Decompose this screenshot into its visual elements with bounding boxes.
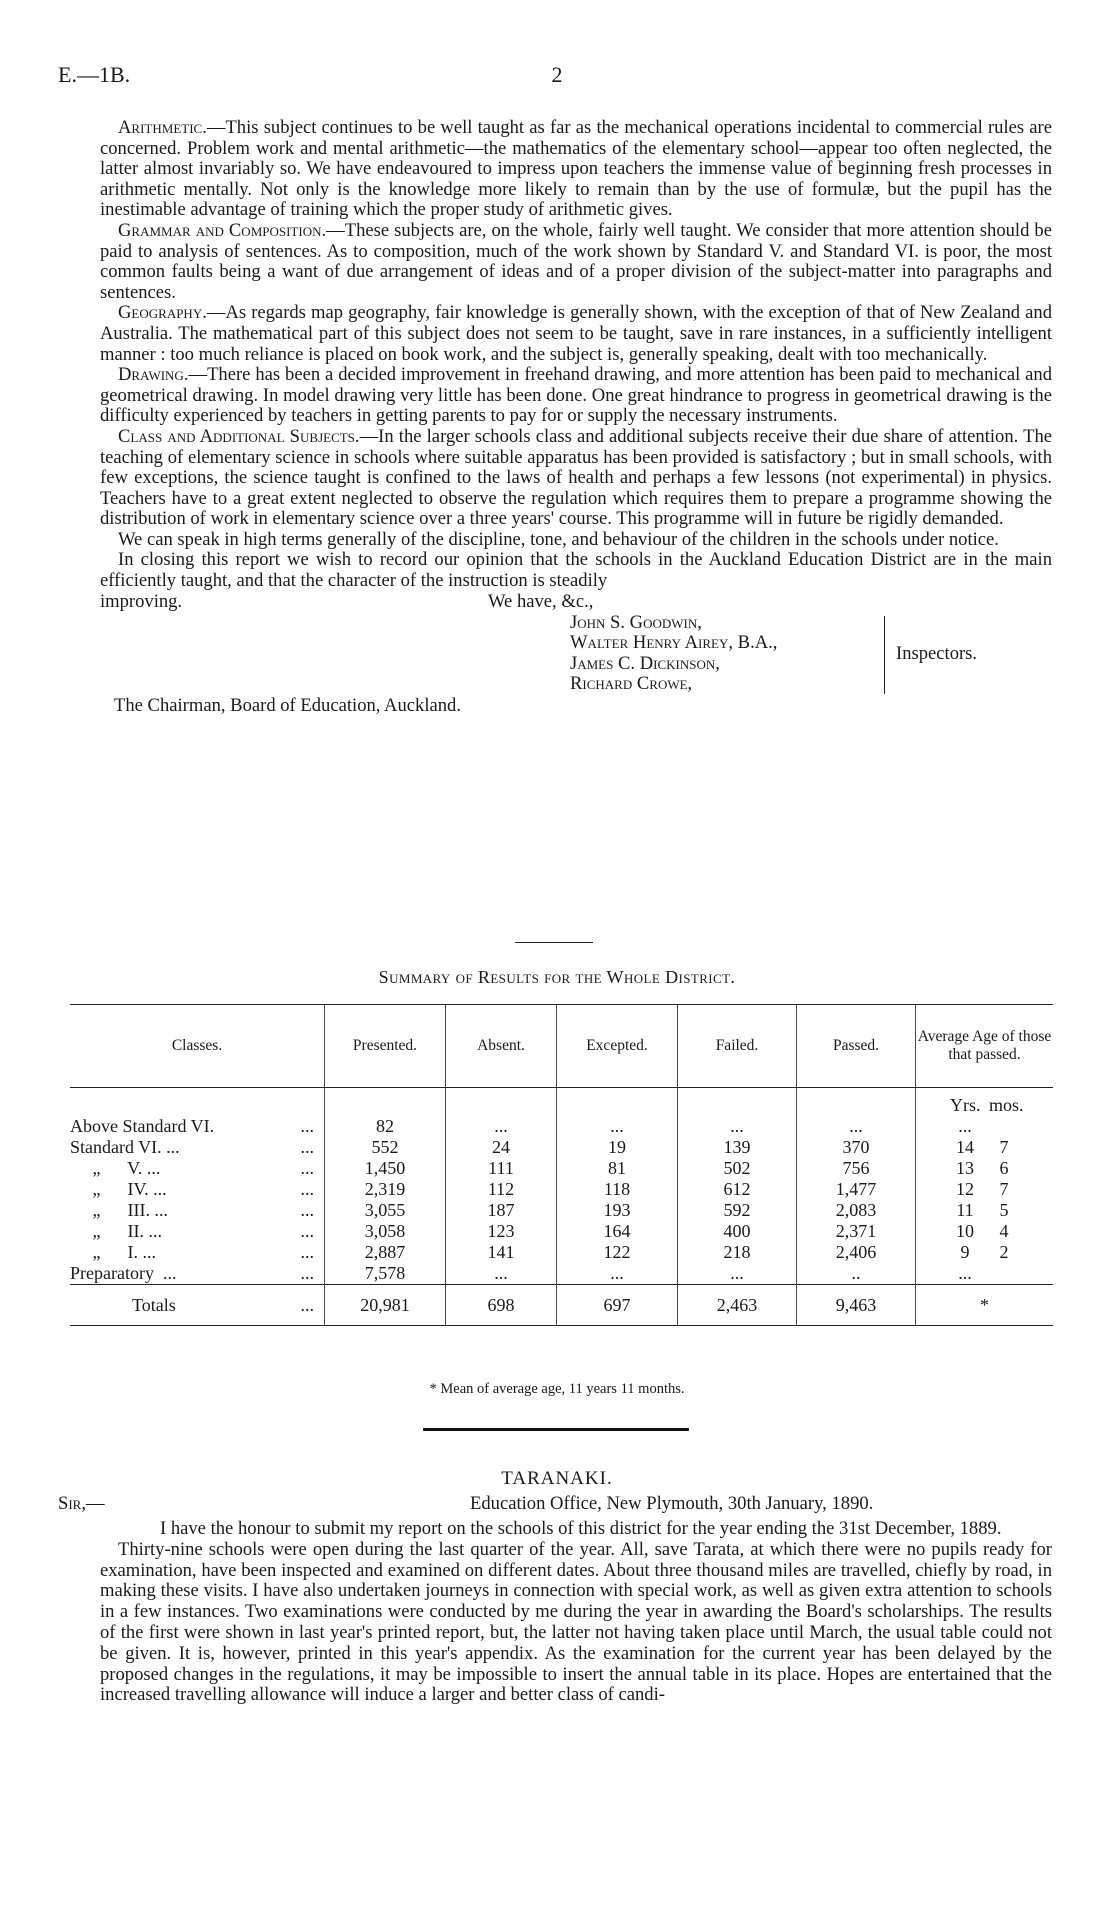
absent-cell: ...: [446, 1263, 557, 1285]
section-title: TARANAKI.: [501, 1468, 613, 1489]
report-body: [100, 118, 1052, 734]
class-label: Standard VI. ...: [70, 1137, 180, 1157]
summary-table: [70, 1004, 1053, 1326]
age-years: 11: [956, 1200, 974, 1220]
leader-dots: ...: [300, 1263, 314, 1283]
presented-cell: 7,578: [325, 1263, 446, 1285]
totals-label: Totals: [132, 1294, 176, 1315]
age-months: 2: [999, 1242, 1009, 1262]
class-label: „ I. ...: [70, 1242, 156, 1262]
failed-cell: 400: [678, 1221, 797, 1242]
class-label: „ IV. ...: [70, 1179, 167, 1199]
signature-block: [100, 592, 1052, 734]
age-months: 4: [999, 1221, 1009, 1241]
page-number: 2: [551, 62, 563, 87]
leader-dots: ...: [300, 1221, 314, 1241]
inspectors-title: Inspectors.: [896, 642, 978, 664]
failed-cell: 218: [678, 1242, 797, 1263]
leader-dots: ...: [300, 1158, 314, 1178]
total-age: *: [916, 1285, 1054, 1326]
paragraph-closing: [100, 550, 1052, 591]
document-reference: E.—1B.: [58, 62, 131, 87]
age-years: 10: [956, 1221, 974, 1241]
salutation: [58, 1493, 105, 1515]
signatory-name: Richard Crowe,: [570, 673, 693, 695]
failed-cell: 592: [678, 1200, 797, 1221]
leader-dots: ...: [300, 1137, 314, 1157]
table-row: [70, 1242, 1053, 1263]
presented-cell: 3,055: [325, 1200, 446, 1221]
total-failed: 2,463: [678, 1285, 797, 1326]
dateline: Education Office, New Plymouth, 30th January, 1890.: [470, 1493, 874, 1514]
passed-cell: 2,083: [797, 1200, 916, 1221]
class-label: „ II. ...: [70, 1221, 162, 1241]
closing-word: improving.: [100, 590, 183, 612]
total-absent: 698: [446, 1285, 557, 1326]
absent-cell: 111: [446, 1158, 557, 1179]
age-years: 14: [956, 1137, 974, 1157]
paragraph-lead: Class and Additional Subjects.: [118, 425, 360, 447]
leader-dots: ...: [300, 1116, 314, 1136]
paragraph-lead: Geography.: [118, 302, 207, 324]
paragraph-text: —This subject continues to be well taught as far as the mechanical operations incidental to commercial rules are concerned. Problem work and mental arithmetic—the mathematics of the elementary school—appear too often neglected, the latter almost invariably so. We have endeavoured to impress upon teachers the immense value of beginning fresh processes in arithmetic mentally. Not only is the knowledge more likely to remain than by the use of formulæ, but the pupil has the inestimable advantage of training which the proper study of arithmetic gives.: [100, 117, 1052, 221]
age-years: 12: [956, 1179, 974, 1199]
total-passed: 9,463: [797, 1285, 916, 1326]
column-header: Excepted.: [557, 1005, 678, 1088]
passed-cell: 370: [797, 1137, 916, 1158]
column-header: Failed.: [678, 1005, 797, 1088]
passed-cell: 756: [797, 1158, 916, 1179]
page-header: [58, 62, 1056, 92]
class-label: „ V. ...: [70, 1158, 161, 1178]
paragraph-discipline: [100, 530, 1052, 551]
class-label: Above Standard VI.: [70, 1116, 215, 1136]
presented-cell: 2,319: [325, 1179, 446, 1200]
units-years: Yrs.: [950, 1095, 981, 1115]
signatory-name: Walter Henry Airey, B.A.,: [570, 632, 778, 654]
paragraph-text: —In the larger schools class and additional subjects receive their due share of attention. The teaching of elementary science in schools where suitable apparatus has been provided is satisfactory ; but in small schools, with few exceptions, the science taught is confined to the laws of health and perhaps a few lessons (not experimental) in physics. Teachers have to a great extent neglected to observe the regulation which requires them to prepare a programme showing the distribution of work in elementary science over a three years' course. This programme will in future be rigidly demanded.: [100, 425, 1052, 530]
absent-cell: 187: [446, 1200, 557, 1221]
paragraph-text: —These subjects are, on the whole, fairly well taught. We consider that more attention should be paid to analysis of sentences. As to composition, much of the work shown by Standard V. and Standard VI. is poor, the most common faults being a want of due arrangement of ideas and of a proper division of the subject-matter into paragraphs and sentences.: [100, 219, 1052, 303]
failed-cell: 139: [678, 1137, 797, 1158]
paragraph-class-subjects: [100, 427, 1052, 530]
addressee: The Chairman, Board of Education, Auckland.: [114, 694, 461, 716]
excepted-cell: ...: [557, 1116, 678, 1137]
paragraph: I have the honour to submit my report on the schools of this district for the year ending the 31st December, 1889.: [160, 1518, 1002, 1539]
column-header: Classes.: [70, 1005, 325, 1088]
paragraph: Thirty-nine schools were open during the last quarter of the year. All, save Tarata, at which there were no pupils ready for examination, have been inspected and examined on different dates. About three thousand miles are travelled, chiefly by road, in making these visits. I have also undertaken journeys in connection with special work, as well as given extra attention to schools in a few instances. Two examinations were conducted by me during the year in awarding the Board's scholarships. The results of the first were shown in last year's printed report, but, the latter not having taken place until March, the usual table could not be given. It is, however, printed in this year's appendix. As the examination for the current year has been delayed by the proposed changes in the regulations, it may be impossible to insert the annual table in its place. Hopes are entertained that the increased travelling allowance will induce a larger and better class of candi-: [100, 1538, 1052, 1706]
leader-dots: ...: [300, 1242, 314, 1262]
brace: [884, 616, 893, 694]
paragraph-lead: Arithmetic.: [118, 117, 207, 138]
column-header: Presented.: [325, 1005, 446, 1088]
paragraph-arithmetic: [100, 118, 1052, 221]
signatory-name: James C. Dickinson,: [570, 652, 720, 674]
failed-cell: ...: [678, 1263, 797, 1285]
presented-cell: 2,887: [325, 1242, 446, 1263]
paragraph-lead: Grammar and Composition.: [118, 219, 327, 241]
units-row: [70, 1088, 1053, 1117]
column-header: Absent.: [446, 1005, 557, 1088]
excepted-cell: 164: [557, 1221, 678, 1242]
failed-cell: 502: [678, 1158, 797, 1179]
paragraph-text: In closing this report we wish to record our opinion that the schools in the Auckland Education District are in the main efficiently taught, and that the character of the instruction is steadily: [100, 549, 1052, 592]
presented-cell: 1,450: [325, 1158, 446, 1179]
failed-cell: ...: [678, 1116, 797, 1137]
paragraph-text: —As regards map geography, fair knowledge is generally shown, with the exception of that of New Zealand and Australia. The mathematical part of this subject does not seem to be taught, save in rare instances, in a sufficiently intelligent manner : too much reliance is placed on book work, and the subject is, generally speaking, dealt with too mechanically.: [100, 302, 1052, 365]
excepted-cell: 81: [557, 1158, 678, 1179]
age-months: 7: [999, 1137, 1009, 1157]
table-row: [70, 1179, 1053, 1200]
presented-cell: 552: [325, 1137, 446, 1158]
table-row: [70, 1200, 1053, 1221]
failed-cell: 612: [678, 1179, 797, 1200]
presented-cell: 3,058: [325, 1221, 446, 1242]
leader-dots: ...: [300, 1200, 314, 1220]
table-row: [70, 1137, 1053, 1158]
paragraph-text: —There has been a decided improvement in freehand drawing, and more attention has been paid to mechanical and geometrical drawing. In model drawing very little has been done. One great hindrance to progress in geometrical drawing is the difficulty experienced by teachers in getting parents to pay for or supply the necessary instruments.: [100, 364, 1052, 427]
paragraph-grammar: [100, 221, 1052, 303]
excepted-cell: 118: [557, 1179, 678, 1200]
class-label: „ III. ...: [70, 1200, 168, 1220]
passed-cell: 2,371: [797, 1221, 916, 1242]
signatory-name: John S. Goodwin,: [570, 611, 702, 633]
summary-title: Summary of Results for the Whole District.: [378, 967, 736, 987]
absent-cell: ...: [446, 1116, 557, 1137]
excepted-cell: 193: [557, 1200, 678, 1221]
units-months: mos.: [989, 1095, 1024, 1115]
age-years: 9: [960, 1242, 970, 1262]
table-row: [70, 1221, 1053, 1242]
age-months: 7: [999, 1179, 1009, 1199]
we-have: We have, &c.,: [488, 590, 594, 612]
passed-cell: ..: [797, 1263, 916, 1285]
totals-row: [70, 1285, 1053, 1326]
signatory-names: [570, 613, 777, 695]
paragraph-lead: Drawing.: [118, 364, 189, 386]
leader-dots: ...: [300, 1179, 314, 1199]
excepted-cell: 122: [557, 1242, 678, 1263]
passed-cell: 2,406: [797, 1242, 916, 1263]
excepted-cell: 19: [557, 1137, 678, 1158]
salutation-text: Sir,—: [58, 1493, 105, 1514]
passed-cell: ...: [797, 1116, 916, 1137]
passed-cell: 1,477: [797, 1179, 916, 1200]
absent-cell: 112: [446, 1179, 557, 1200]
absent-cell: 24: [446, 1137, 557, 1158]
section-divider: [423, 1428, 689, 1431]
absent-cell: 123: [446, 1221, 557, 1242]
age-years: 13: [956, 1158, 974, 1178]
presented-cell: 82: [325, 1116, 446, 1137]
total-excepted: 697: [557, 1285, 678, 1326]
table-row: [70, 1263, 1053, 1285]
age-years: ...: [958, 1116, 972, 1136]
table-footnote: * Mean of average age, 11 years 11 months.: [429, 1381, 685, 1397]
taranaki-body: [100, 1519, 1052, 1706]
excepted-cell: ...: [557, 1263, 678, 1285]
age-months: 6: [999, 1158, 1009, 1178]
table-header-row: [70, 1005, 1053, 1088]
age-years: ...: [958, 1263, 972, 1283]
table-row: [70, 1116, 1053, 1137]
total-presented: 20,981: [325, 1285, 446, 1326]
table-row: [70, 1158, 1053, 1179]
leader-dots: ...: [300, 1294, 314, 1315]
paragraph-text: We can speak in high terms generally of the discipline, tone, and behaviour of the children in the schools under notice.: [118, 528, 999, 550]
column-header: Average Age of those that passed.: [916, 1005, 1054, 1088]
column-header: Passed.: [797, 1005, 916, 1088]
absent-cell: 141: [446, 1242, 557, 1263]
class-label: Preparatory ...: [70, 1263, 177, 1283]
paragraph-geography: [100, 303, 1052, 365]
divider: [515, 942, 593, 943]
paragraph-drawing: [100, 365, 1052, 427]
age-months: 5: [999, 1200, 1009, 1220]
